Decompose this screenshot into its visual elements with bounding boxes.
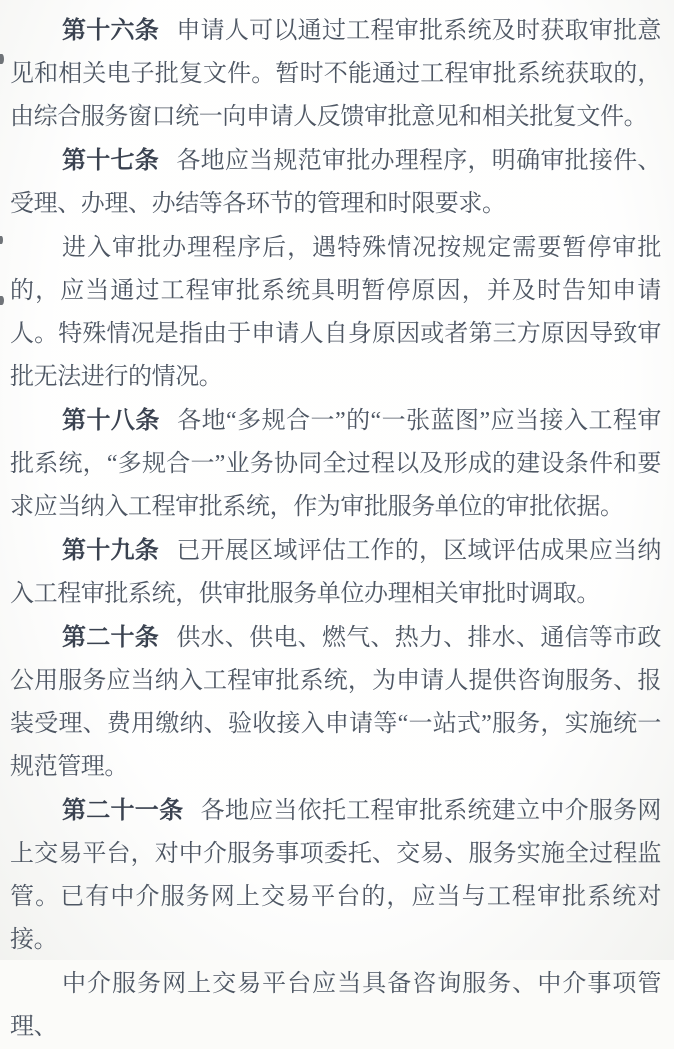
paragraph [10,616,661,789]
article-number: 第十六条 [62,17,160,44]
paragraph [10,529,661,616]
paragraph-text: 各地“多规合一”的“一张蓝图”应当接入工程审批系统，“多规合一”业务协同全过程以及形成的建设条件和要求应当纳入工程审批系统，作为审批服务单位的审批依据。 [10,408,661,520]
paragraph-text: 供水、供电、燃气、热力、排水、通信等市政公用服务应当纳入工程审批系统，为申请人提供咨询服务、报装受理、费用缴纳、验收接入申请等“一站式”服务，实施统一规范管理。 [10,625,662,780]
paragraph-text: 已开展区域评估工作的，区域评估成果应当纳入工程审批系统，供审批服务单位办理相关审批时调取。 [10,538,662,607]
article-number: 第十七条 [62,147,160,174]
paragraph-text: 申请人可以通过工程审批系统及时获取审批意见和相关电子批复文件。暂时不能通过工程审批系统获取的，由综合服务窗口统一向申请人反馈审批意见和相关批复文件。 [10,18,662,130]
scan-artifact [0,296,4,305]
paragraph [10,962,661,1049]
paragraph-text: 各地应当依托工程审批系统建立中介服务网上交易平台，对中介服务事项委托、交易、服务实施全过程监管。已有中介服务网上交易平台的，应当与工程审批系统对接。 [10,798,662,953]
article-number: 第二十条 [62,624,160,651]
article-number: 第十九条 [62,537,160,564]
paragraph [10,139,661,226]
paragraph-text: 进入审批办理程序后，遇特殊情况按规定需要暂停审批的，应当通过工程审批系统具明暂停原因，并及时告知申请人。特殊情况是指由于申请人自身原因或者第三方原因导致审批无法进行的情况。 [10,235,661,390]
document-body [10,9,661,1049]
paragraph-text: 各地应当规范审批办理程序，明确审批接件、受理、办理、办结等各环节的管理和时限要求。 [10,148,662,217]
scan-artifact [0,236,3,244]
article-number: 第十八条 [62,407,160,434]
paragraph [10,789,661,962]
paragraph-text: 中介服务网上交易平台应当具备咨询服务、中介事项管理、 [10,971,661,1040]
paragraph [10,226,661,399]
paragraph [10,399,661,529]
paragraph [10,9,661,139]
article-number: 第二十一条 [62,797,184,824]
scan-artifact [0,54,4,64]
